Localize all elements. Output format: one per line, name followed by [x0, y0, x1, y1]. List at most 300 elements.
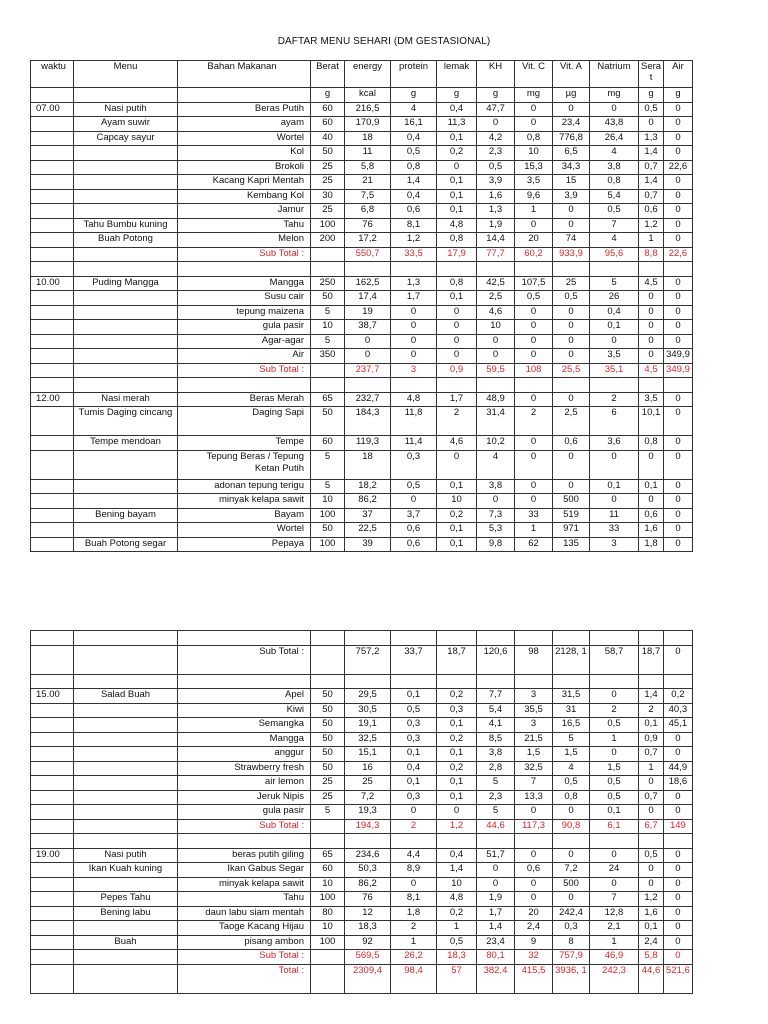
table-cell: 4 [590, 233, 639, 248]
table-cell: 3,8 [477, 747, 515, 762]
table-cell [664, 631, 693, 646]
table-cell: 1,8 [639, 537, 664, 552]
table-cell: 16,1 [391, 117, 437, 132]
table-cell: 0 [553, 305, 590, 320]
table-cell [31, 407, 74, 436]
table-cell [31, 436, 74, 451]
table-row [31, 718, 693, 733]
table-cell: 19.00 [31, 848, 74, 863]
table-cell: 0 [664, 189, 693, 204]
table-cell: 25,5 [553, 363, 590, 378]
table-row [31, 761, 693, 776]
table-cell: 30,5 [345, 703, 391, 718]
table-cell: 0,3 [391, 790, 437, 805]
table-cell: 58,7 [590, 645, 639, 674]
table-cell: 6,8 [345, 204, 391, 219]
table-row [31, 703, 693, 718]
table-cell [477, 378, 515, 393]
table-cell: 0 [515, 349, 553, 364]
table-cell: 8,9 [391, 863, 437, 878]
table-cell: 11 [345, 146, 391, 161]
table-cell: 22,6 [664, 247, 693, 262]
table-cell: 971 [553, 523, 590, 538]
table-cell: 0 [515, 848, 553, 863]
table-row [31, 877, 693, 892]
table-cell: 0,1 [437, 523, 477, 538]
table-cell: 23,4 [477, 935, 515, 950]
table-row [31, 146, 693, 161]
table-cell: 18,2 [345, 479, 391, 494]
table-cell: 3,5 [515, 175, 553, 190]
table-cell [311, 674, 345, 689]
table-cell: 0,6 [391, 537, 437, 552]
table-cell [31, 645, 74, 674]
table-cell: 2 [437, 407, 477, 436]
table-cell: 0 [664, 218, 693, 233]
table-cell: 0 [477, 334, 515, 349]
table-cell: 0 [437, 160, 477, 175]
table-cell: Daging Sapi [178, 407, 311, 436]
table-cell [590, 674, 639, 689]
table-cell: 60 [311, 102, 345, 117]
table-cell: g [311, 88, 345, 103]
table-cell [178, 378, 311, 393]
table-cell [74, 334, 178, 349]
table-cell [515, 674, 553, 689]
table-cell [311, 631, 345, 646]
table-cell: Melon [178, 233, 311, 248]
table-cell: 0,6 [391, 523, 437, 538]
table-cell: 0 [553, 320, 590, 335]
table-cell: KH [477, 61, 515, 88]
table-cell: 0,1 [437, 204, 477, 219]
table-cell: 0 [477, 863, 515, 878]
table-cell: 2 [391, 921, 437, 936]
table-cell: 0,1 [437, 291, 477, 306]
table-cell: 18,3 [345, 921, 391, 936]
table-cell: Puding Mangga [74, 276, 178, 291]
table-cell [74, 747, 178, 762]
table-cell: 7,5 [345, 189, 391, 204]
table-cell: Vit. A [553, 61, 590, 88]
table-cell: 50,3 [345, 863, 391, 878]
table-cell: minyak kelapa sawit [178, 494, 311, 509]
table-cell [74, 247, 178, 262]
table-cell: 60 [311, 117, 345, 132]
table-cell: 43,8 [590, 117, 639, 132]
table-cell: Sub Total : [178, 363, 311, 378]
table-cell: 1 [437, 921, 477, 936]
table-cell [31, 204, 74, 219]
table-cell: 15 [553, 175, 590, 190]
table-cell [345, 262, 391, 277]
table-cell: 23,4 [553, 117, 590, 132]
table-cell [31, 378, 74, 393]
table-cell: 1 [590, 732, 639, 747]
table-cell: 0,6 [515, 863, 553, 878]
table-row [31, 892, 693, 907]
table-row [31, 523, 693, 538]
table-cell [31, 906, 74, 921]
table-cell: 1,2 [639, 892, 664, 907]
table-cell: 14,4 [477, 233, 515, 248]
table-cell: 0,5 [590, 790, 639, 805]
table-cell: tepung maizena [178, 305, 311, 320]
table-cell: 7 [590, 892, 639, 907]
table-cell: 0 [664, 645, 693, 674]
table-cell [345, 378, 391, 393]
table-cell: 0 [515, 218, 553, 233]
table-cell: 12.00 [31, 392, 74, 407]
table-cell: 0 [664, 146, 693, 161]
table-cell [553, 631, 590, 646]
table-cell: 1,4 [477, 921, 515, 936]
table-cell: 0 [515, 334, 553, 349]
table-cell: 0 [477, 117, 515, 132]
table-cell: 0 [664, 291, 693, 306]
table-cell [31, 761, 74, 776]
table-cell [31, 631, 74, 646]
table-cell [31, 494, 74, 509]
table-cell: 0 [437, 450, 477, 479]
table-cell [590, 378, 639, 393]
table-cell: 5 [477, 805, 515, 820]
table-cell: Sub Total : [178, 819, 311, 834]
table-cell: 0 [664, 935, 693, 950]
table-row [31, 906, 693, 921]
table-cell: 0,5 [477, 160, 515, 175]
table-cell [74, 645, 178, 674]
table-cell: 0,1 [391, 747, 437, 762]
table-cell: 0,5 [639, 102, 664, 117]
table-cell: ayam [178, 117, 311, 132]
table-cell [31, 964, 74, 993]
table-cell: 0,8 [391, 160, 437, 175]
table-cell: 0,8 [437, 276, 477, 291]
table-cell: 149 [664, 819, 693, 834]
table-cell: 0,7 [639, 747, 664, 762]
table-cell: 0 [553, 218, 590, 233]
table-cell [311, 834, 345, 849]
table-cell: 0,5 [553, 291, 590, 306]
table-cell: Total : [178, 964, 311, 993]
table-row [31, 204, 693, 219]
table-cell: 31 [553, 703, 590, 718]
table-cell: 50 [311, 407, 345, 436]
table-cell: Sub Total : [178, 645, 311, 674]
table-cell: 18 [345, 131, 391, 146]
table-cell [31, 349, 74, 364]
table-cell: Ikan Kuah kuning [74, 863, 178, 878]
table-cell [74, 523, 178, 538]
table-cell [664, 834, 693, 849]
table-cell [74, 378, 178, 393]
table-cell: 5,4 [590, 189, 639, 204]
table-cell: 119,3 [345, 436, 391, 451]
table-cell [437, 674, 477, 689]
table-cell: anggur [178, 747, 311, 762]
table-row [31, 537, 693, 552]
table-cell [477, 262, 515, 277]
table-cell: 35,1 [590, 363, 639, 378]
table-cell [178, 88, 311, 103]
table-cell: 39 [345, 537, 391, 552]
table-cell [311, 964, 345, 993]
table-cell [74, 349, 178, 364]
table-cell: 50 [311, 291, 345, 306]
table-row [31, 790, 693, 805]
table-cell [31, 776, 74, 791]
table-row [31, 863, 693, 878]
table-cell: 0 [553, 349, 590, 364]
table-cell [178, 674, 311, 689]
table-cell: 0 [664, 102, 693, 117]
table-cell: 2,8 [477, 761, 515, 776]
table-cell [74, 819, 178, 834]
table-cell: 19,1 [345, 718, 391, 733]
table-row [31, 291, 693, 306]
table-cell: 2,3 [477, 790, 515, 805]
table-cell: 0,1 [437, 479, 477, 494]
table-cell [31, 175, 74, 190]
table-cell: 0 [664, 276, 693, 291]
table-cell: 5 [311, 805, 345, 820]
table-row [31, 674, 693, 689]
table-cell: 0,1 [391, 689, 437, 704]
table-cell: 0 [664, 392, 693, 407]
table-cell [74, 494, 178, 509]
table-row [31, 407, 693, 436]
table-cell: Bening bayam [74, 508, 178, 523]
table-cell: 0 [515, 436, 553, 451]
table-cell [31, 334, 74, 349]
table-row [31, 436, 693, 451]
table-cell [590, 834, 639, 849]
table-cell: 19,3 [345, 805, 391, 820]
table-cell: 26,4 [590, 131, 639, 146]
table-cell: 0 [664, 436, 693, 451]
table-cell [345, 834, 391, 849]
table-cell: 4,4 [391, 848, 437, 863]
table-cell: 0 [515, 479, 553, 494]
table-cell [391, 262, 437, 277]
table-cell: 0,2 [437, 906, 477, 921]
table-row [31, 732, 693, 747]
table-cell: 1,5 [553, 747, 590, 762]
table-cell: 2 [590, 392, 639, 407]
table-cell [74, 146, 178, 161]
table-cell: Buah Potong segar [74, 537, 178, 552]
table-cell: Brokoli [178, 160, 311, 175]
table-cell: 0 [664, 479, 693, 494]
table-cell [515, 631, 553, 646]
table-cell: 232,7 [345, 392, 391, 407]
table-cell: 2 [391, 819, 437, 834]
table-cell: 98 [515, 645, 553, 674]
table-cell: 5 [477, 776, 515, 791]
table-cell [31, 892, 74, 907]
table-cell: 0 [664, 508, 693, 523]
table-cell: 5 [553, 732, 590, 747]
table-cell: 0,1 [437, 790, 477, 805]
table-cell: Strawberry fresh [178, 761, 311, 776]
table-cell: Vit. C [515, 61, 553, 88]
table-cell: 0 [664, 320, 693, 335]
table-cell: 550,7 [345, 247, 391, 262]
table-cell: 20 [515, 906, 553, 921]
table-cell: 0 [553, 892, 590, 907]
table-cell [437, 378, 477, 393]
table-cell: 2,4 [639, 935, 664, 950]
table-cell: 0,4 [590, 305, 639, 320]
table-cell: 184,3 [345, 407, 391, 436]
table-cell [31, 537, 74, 552]
table-cell: 0 [664, 892, 693, 907]
table-cell: 0,1 [590, 479, 639, 494]
table-cell: 0 [590, 747, 639, 762]
table-cell: 349,9 [664, 349, 693, 364]
table-cell: 1,5 [590, 761, 639, 776]
table-row [31, 175, 693, 190]
table-cell: 0 [553, 805, 590, 820]
table-cell: 0,6 [391, 204, 437, 219]
table-cell: 2,3 [477, 146, 515, 161]
table-cell: 242,4 [553, 906, 590, 921]
table-cell: 0,8 [437, 233, 477, 248]
table-cell: Kacang Kapri Mentah [178, 175, 311, 190]
table-cell: 50 [311, 703, 345, 718]
table-cell: 0 [664, 790, 693, 805]
table-cell: 350 [311, 349, 345, 364]
table-cell: 3 [391, 363, 437, 378]
table-cell: 50 [311, 523, 345, 538]
table-cell: 1,6 [639, 523, 664, 538]
table-cell: 50 [311, 718, 345, 733]
table-cell: 0,2 [437, 732, 477, 747]
table-cell [391, 834, 437, 849]
table-cell: 2,5 [477, 291, 515, 306]
table-cell: 0 [515, 450, 553, 479]
table-cell: 90,8 [553, 819, 590, 834]
table-cell: 4 [590, 146, 639, 161]
table-cell: 44,6 [477, 819, 515, 834]
table-cell: 0 [664, 848, 693, 863]
table-cell: 0,4 [391, 189, 437, 204]
table-cell [31, 805, 74, 820]
table-cell: 9,6 [515, 189, 553, 204]
table-cell: 62 [515, 537, 553, 552]
table-cell: 7,2 [345, 790, 391, 805]
table-cell: 34,3 [553, 160, 590, 175]
table-cell [74, 732, 178, 747]
table-cell: Berat [311, 61, 345, 88]
table-cell: 0,3 [391, 450, 437, 479]
table-row [31, 747, 693, 762]
table-cell: daun labu siam mentah [178, 906, 311, 921]
table-cell: 1 [515, 523, 553, 538]
table-cell [590, 631, 639, 646]
table-cell: 0 [664, 805, 693, 820]
table-cell: 0 [391, 334, 437, 349]
table-cell: 4,8 [437, 892, 477, 907]
table-cell: Mangga [178, 732, 311, 747]
table-cell: 519 [553, 508, 590, 523]
table-cell: 3,9 [553, 189, 590, 204]
table-cell [31, 674, 74, 689]
table-cell: 0 [664, 450, 693, 479]
table-row [31, 233, 693, 248]
table-cell: 1,3 [639, 131, 664, 146]
table-cell: 776,8 [553, 131, 590, 146]
table-cell: 25 [553, 276, 590, 291]
table-cell [178, 834, 311, 849]
table-cell: Taoge Kacang Hijau [178, 921, 311, 936]
table-row [31, 834, 693, 849]
table-cell: gula pasir [178, 805, 311, 820]
table-cell: 757,9 [553, 950, 590, 965]
table-cell [437, 834, 477, 849]
table-cell: 0,3 [391, 732, 437, 747]
subtotal-row [31, 247, 693, 262]
table-cell: 33,5 [391, 247, 437, 262]
table-cell [311, 950, 345, 965]
table-cell: 108 [515, 363, 553, 378]
table-cell: 13,3 [515, 790, 553, 805]
table-cell: 0,5 [391, 703, 437, 718]
table-cell: 5,3 [477, 523, 515, 538]
table-cell: gula pasir [178, 320, 311, 335]
table-cell: 0,6 [553, 436, 590, 451]
table-cell [74, 790, 178, 805]
table-cell: 0 [345, 349, 391, 364]
table-cell: 5,4 [477, 703, 515, 718]
table-cell: 0,1 [391, 776, 437, 791]
table-cell: 0,2 [437, 508, 477, 523]
table-cell: Ikan Gabus Segar [178, 863, 311, 878]
table-cell: 76 [345, 892, 391, 907]
table-cell: 0,3 [553, 921, 590, 936]
table-cell: Nasi putih [74, 102, 178, 117]
table-cell [31, 732, 74, 747]
table-cell: 1,4 [391, 175, 437, 190]
table-cell [74, 776, 178, 791]
table-cell: Tahu [178, 218, 311, 233]
table-cell [477, 674, 515, 689]
table-cell [311, 378, 345, 393]
table-cell: 22,6 [664, 160, 693, 175]
table-cell: 8 [553, 935, 590, 950]
table-cell: mg [515, 88, 553, 103]
table-cell: 31,4 [477, 407, 515, 436]
table-cell: Air [178, 349, 311, 364]
table-cell: 3,6 [590, 436, 639, 451]
table-cell [31, 189, 74, 204]
table-cell: 15,1 [345, 747, 391, 762]
table-cell: 7,2 [553, 863, 590, 878]
table-cell: Tumis Daging cincang [74, 407, 178, 436]
table-cell: 0 [664, 906, 693, 921]
table-cell: 3936, 1 [553, 964, 590, 993]
table-cell: 933,9 [553, 247, 590, 262]
table-cell: 0 [664, 877, 693, 892]
table-cell: Beras Merah [178, 392, 311, 407]
table-cell: 0 [345, 334, 391, 349]
table-cell: 1,6 [639, 906, 664, 921]
table-cell [311, 819, 345, 834]
table-cell: 21,5 [515, 732, 553, 747]
table-row [31, 262, 693, 277]
table-cell: 35,5 [515, 703, 553, 718]
